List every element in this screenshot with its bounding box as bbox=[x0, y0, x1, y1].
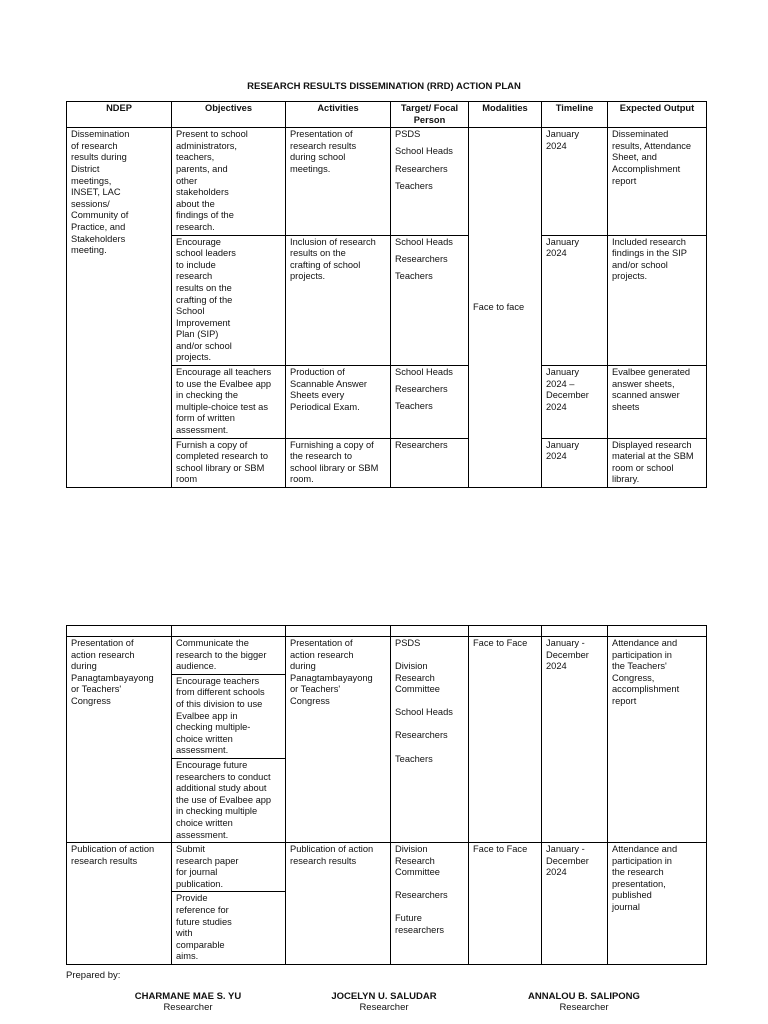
output-cell: Evalbee generated answer sheets, scanned answer sheets bbox=[608, 366, 707, 439]
header-objectives: Objectives bbox=[172, 102, 286, 128]
header-timeline: Timeline bbox=[542, 102, 608, 128]
blank-cell bbox=[608, 626, 707, 637]
objective-cell: Provide reference for future studies with comparable aims. bbox=[172, 892, 286, 965]
ndep-cell: Dissemination of research results during District meetings, INSET, LAC sessions/ Community of Practice, and Stakeholders meeting. bbox=[67, 128, 172, 488]
table-header-row bbox=[67, 102, 707, 128]
activity-cell: Presentation of action research during Panagtambayayong or Teachers' Congress bbox=[286, 637, 391, 843]
signatory-role: Researcher bbox=[359, 1002, 409, 1013]
target-item: Researchers bbox=[395, 730, 448, 741]
objective-cell: Encourage all teachers to use the Evalbee app in checking the multiple-choice test as form of written assessment. bbox=[172, 366, 286, 439]
target-cell bbox=[391, 235, 469, 366]
timeline-cell: January - December 2024 bbox=[542, 637, 608, 843]
target-cell bbox=[391, 438, 469, 487]
action-plan-table-continued bbox=[66, 625, 707, 965]
header-expected-output: Expected Output bbox=[608, 102, 707, 128]
blank-cell bbox=[67, 626, 172, 637]
activity-cell: Furnishing a copy of the research to school library or SBM room. bbox=[286, 438, 391, 487]
table-row bbox=[67, 843, 707, 892]
objective-cell: Submit research paper for journal publication. bbox=[172, 843, 286, 892]
target-item: Researchers bbox=[395, 253, 448, 264]
target-item: PSDS bbox=[395, 129, 421, 140]
prepared-by-label: Prepared by: bbox=[66, 970, 121, 981]
activity-cell: Presentation of research results during school meetings. bbox=[286, 128, 391, 235]
header-ndep: NDEP bbox=[67, 102, 172, 128]
target-item: PSDS bbox=[395, 638, 421, 648]
output-cell: Displayed research material at the SBM room or school library. bbox=[608, 438, 707, 487]
signatory-block bbox=[284, 991, 484, 1013]
signatory-block bbox=[88, 991, 288, 1013]
target-item: Researchers bbox=[395, 384, 448, 395]
header-target: Target/ Focal Person bbox=[391, 102, 469, 128]
blank-cell bbox=[391, 626, 469, 637]
timeline-cell: January 2024 bbox=[542, 128, 608, 235]
signatory-role: Researcher bbox=[559, 1002, 609, 1013]
output-cell: Disseminated results, Attendance Sheet, and Accomplishment report bbox=[608, 128, 707, 235]
blank-cell bbox=[172, 626, 286, 637]
output-cell: Attendance and participation in the Teachers' Congress, accomplishment report bbox=[608, 637, 707, 843]
target-item: School Heads bbox=[395, 707, 453, 718]
signatory-block bbox=[484, 991, 684, 1013]
ndep-cell: Presentation of action research during Panagtambayayong or Teachers' Congress bbox=[67, 637, 172, 843]
timeline-cell: January 2024 bbox=[542, 438, 608, 487]
header-modalities: Modalities bbox=[469, 102, 542, 128]
header-activities: Activities bbox=[286, 102, 391, 128]
activity-cell: Production of Scannable Answer Sheets every Periodical Exam. bbox=[286, 366, 391, 439]
activity-cell: Publication of action research results bbox=[286, 843, 391, 965]
activity-cell: Inclusion of research results on the crafting of school projects. bbox=[286, 235, 391, 366]
target-cell bbox=[391, 637, 469, 843]
signatory-name: JOCELYN U. SALUDAR bbox=[331, 991, 437, 1002]
target-item: Future researchers bbox=[395, 913, 445, 936]
target-item: School Heads bbox=[395, 236, 453, 247]
signatory-name: ANNALOU B. SALIPONG bbox=[528, 991, 640, 1002]
target-item: Division Research Committee bbox=[395, 661, 440, 695]
target-item: Division Research Committee bbox=[395, 844, 440, 878]
objective-cell: Present to school administrators, teachers, parents, and other stakeholders about the findings of the research. bbox=[172, 128, 286, 235]
blank-cell bbox=[286, 626, 391, 637]
objective-cell: Encourage future researchers to conduct additional study about the use of Evalbee app in checking multiple choice written assessment. bbox=[172, 758, 286, 842]
target-item: School Heads bbox=[395, 367, 453, 378]
table-row bbox=[67, 128, 707, 235]
output-cell: Attendance and participation in the research presentation, published journal bbox=[608, 843, 707, 965]
modality-cell: Face to Face bbox=[469, 637, 542, 843]
timeline-cell: January 2024 bbox=[542, 235, 608, 366]
objective-cell: Communicate the research to the bigger audience. bbox=[172, 637, 286, 675]
target-item: Teachers bbox=[395, 270, 433, 281]
objective-cell: Furnish a copy of completed research to school library or SBM room bbox=[172, 438, 286, 487]
target-item: Researchers bbox=[395, 439, 448, 450]
table-row bbox=[67, 637, 707, 675]
modality-cell: Face to Face bbox=[469, 843, 542, 965]
output-cell: Included research findings in the SIP and/or school projects. bbox=[608, 235, 707, 366]
timeline-cell: January 2024 – December 2024 bbox=[542, 366, 608, 439]
action-plan-table bbox=[66, 101, 707, 488]
target-item: School Heads bbox=[395, 146, 453, 157]
blank-header-row bbox=[67, 626, 707, 637]
target-cell bbox=[391, 843, 469, 965]
target-item: Teachers bbox=[395, 753, 433, 764]
target-item: Researchers bbox=[395, 163, 448, 174]
target-item: Teachers bbox=[395, 180, 433, 191]
target-item: Teachers bbox=[395, 401, 433, 412]
timeline-cell: January - December 2024 bbox=[542, 843, 608, 965]
target-cell bbox=[391, 128, 469, 235]
objective-cell: Encourage teachers from different schools of this division to use Evalbee app in checking multiple- choice written assessment. bbox=[172, 674, 286, 758]
signatory-role: Researcher bbox=[163, 1002, 213, 1013]
target-item: Researchers bbox=[395, 890, 448, 901]
modality-cell: Face to face bbox=[469, 128, 542, 488]
blank-cell bbox=[469, 626, 542, 637]
blank-cell bbox=[542, 626, 608, 637]
objective-cell: Encourage school leaders to include research results on the crafting of the School Improvement Plan (SIP) and/or school projects. bbox=[172, 235, 286, 366]
ndep-cell: Publication of action research results bbox=[67, 843, 172, 965]
signatory-name: CHARMANE MAE S. YU bbox=[134, 991, 242, 1002]
document-title: RESEARCH RESULTS DISSEMINATION (RRD) ACTION PLAN bbox=[247, 81, 521, 92]
target-cell bbox=[391, 366, 469, 439]
